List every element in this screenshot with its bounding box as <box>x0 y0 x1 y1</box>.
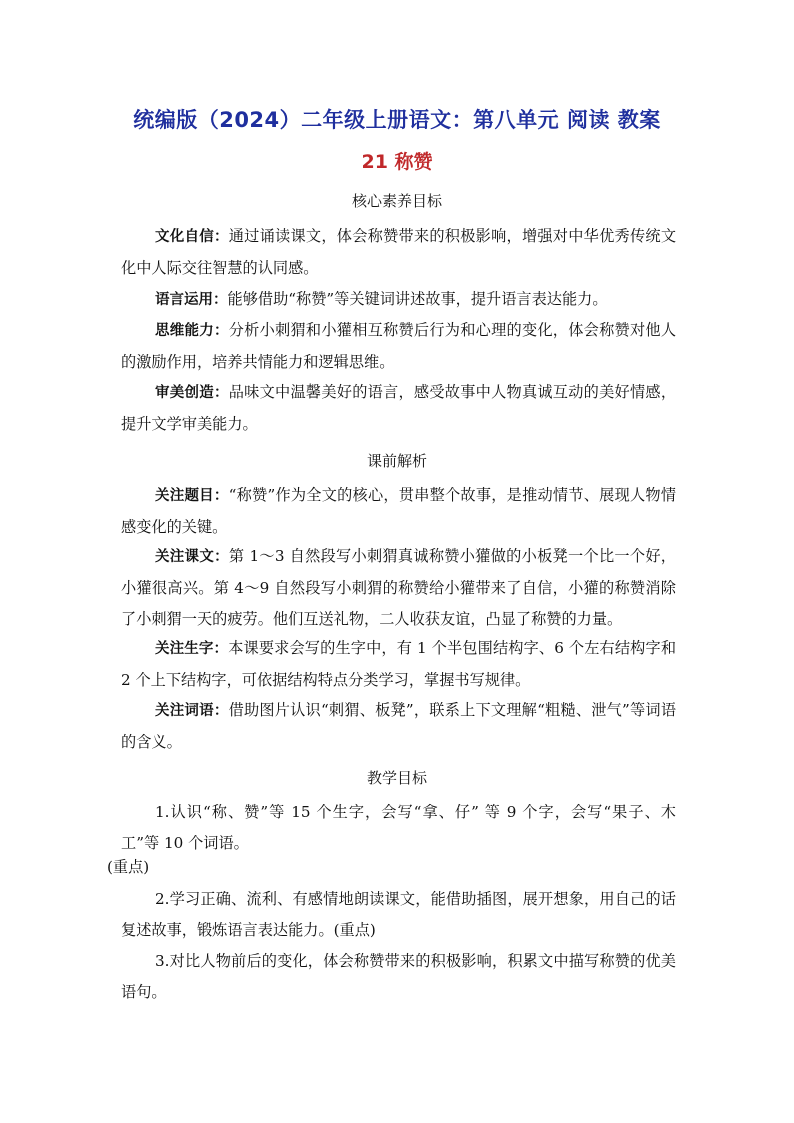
analysis-text: “称赞”作为全文的核心，贯串整个故事，是推动情节、展现人物情感变化的关键。 <box>121 486 677 536</box>
document-title: 统编版（2024）二年级上册语文：第八单元 阅读 教案 <box>133 108 661 132</box>
analysis-characters <box>121 633 676 696</box>
core-goal-label: 思维能力： <box>155 323 229 339</box>
pre-analysis-heading: 课前解析 <box>366 452 427 470</box>
core-goals-heading: 核心素养目标 <box>351 192 442 210</box>
core-goal-text: 分析小刺猬和小獾相互称赞后行为和心理的变化，体会称赞对他人的激励作用，培养共情能力和逻辑思维。 <box>121 321 677 371</box>
teaching-goal-3: 3.对比人物前后的变化，体会称赞带来的积极影响，积累文中描写称赞的优美语句。 <box>121 952 676 1001</box>
analysis-text: 借助图片认识“刺猬、板凳”，联系上下文理解“粗糙、泄气”等词语的含义。 <box>121 701 677 751</box>
analysis-text: 本课要求会写的生字中，有 1 个半包围结构字、6 个左右结构字和 2 个上下结构字，可依据结构特点分类学习，掌握书写规律。 <box>121 639 677 689</box>
analysis-text-passage <box>121 541 676 635</box>
core-goal-label: 审美创造： <box>155 385 229 401</box>
analysis-label: 关注题目： <box>155 488 229 504</box>
teaching-goal-2: 2.学习正确、流利、有感情地朗读课文，能借助插图，展开想象，用自己的话复述故事，锻炼语言表达能力。(重点) <box>121 890 676 939</box>
analysis-text: 第 1～3 自然段写小刺猬真诚称赞小獾做的小板凳一个比一个好，小獾很高兴。第 4～9 自然段写小刺猬的称赞给小獾带来了自信，小獾的称赞消除了小刺猬一天的疲劳。他们互送礼物，二人收获友谊，凸显了称赞的力量。 <box>121 547 676 628</box>
analysis-title <box>121 480 676 543</box>
core-goal-label: 语言运用： <box>155 292 228 308</box>
lesson-title: 21 称赞 <box>361 151 433 173</box>
analysis-label: 关注生字： <box>155 641 229 657</box>
core-goal-text: 通过诵读课文，体会称赞带来的积极影响，增强对中华优秀传统文化中人际交往智慧的认同感。 <box>121 227 677 277</box>
core-goal-thinking <box>121 315 676 378</box>
analysis-words <box>121 695 676 758</box>
core-goal-aesthetic <box>121 377 676 440</box>
core-goal-text: 品味文中温馨美好的语言，感受故事中人物真诚互动的美好情感，提升文学审美能力。 <box>121 383 677 433</box>
core-goal-culture <box>121 221 676 284</box>
core-goal-label: 文化自信： <box>155 229 229 245</box>
core-goal-language <box>121 284 676 316</box>
teaching-goal-1: 1.认识“称、赞”等 15 个生字，会写“拿、仔” 等 9 个字，会写“果子、木工”等 10 个词语。 <box>121 803 676 852</box>
core-goal-text: 能够借助“称赞”等关键词讲述故事，提升语言表达能力。 <box>227 290 608 308</box>
analysis-label: 关注词语： <box>155 703 229 719</box>
teaching-goals-heading: 教学目标 <box>366 769 427 787</box>
teaching-goal-1-note: (重点) <box>107 858 150 876</box>
analysis-label: 关注课文： <box>155 549 229 565</box>
